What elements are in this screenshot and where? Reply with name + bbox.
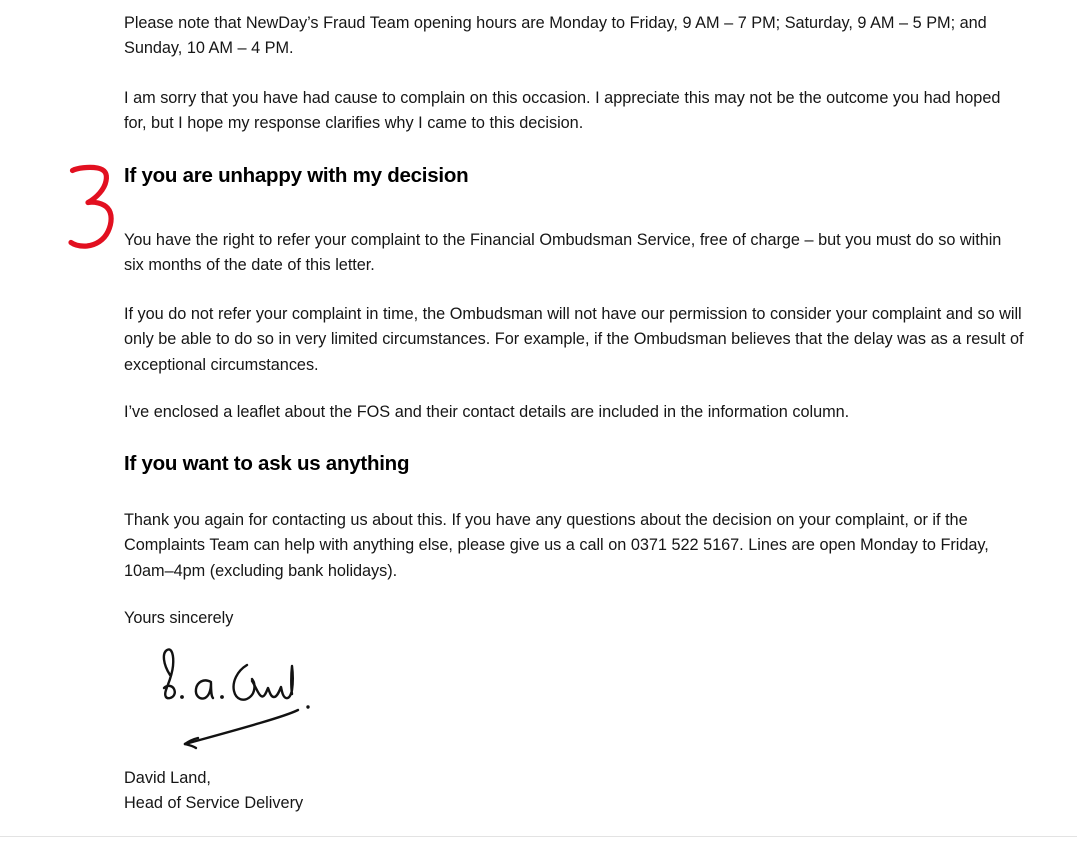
paragraph-contact-us: Thank you again for contacting us about this. If you have any questions about the decision on your complaint, or if the Complaints Team can help with anything else, please give us a call on 0371 522 5167. Lines are open Monday to Friday, 10am–4pm (excluding bank holidays). <box>124 511 989 580</box>
paragraph-right-to-refer: You have the right to refer your complaint to the Financial Ombudsman Service, free of charge – but you must do so within six months of the date of this letter. <box>124 231 1002 275</box>
paragraph-apology: I am sorry that you have had cause to complain on this occasion. I appreciate this may not be the outcome you had hoped for, but I hope my response clarifies why I came to this decision. <box>124 89 1001 133</box>
page-bottom-divider <box>0 836 1077 837</box>
handwritten-annotation-3 <box>63 160 119 256</box>
annotation-3-icon <box>63 160 119 256</box>
heading-if-you-want-to-ask-us-anything: If you want to ask us anything <box>124 452 410 475</box>
paragraph-time-limit: If you do not refer your complaint in time, the Ombudsman will not have our permission to consider your complaint and so will only be able to do so in very limited circumstances. For example, if the Ombudsman believes that the delay was as a result of exceptional circumstances. <box>124 305 1024 374</box>
paragraph-leaflet: I’ve enclosed a leaflet about the FOS and their contact details are included in the information column. <box>124 403 850 421</box>
paragraph-opening-hours: Please note that NewDay’s Fraud Team opening hours are Monday to Friday, 9 AM – 7 PM; Saturday, 9 AM – 5 PM; and Sunday, 10 AM – 4 PM. <box>124 14 987 58</box>
signature <box>148 640 378 760</box>
signatory-job-title: Head of Service Delivery <box>124 794 304 813</box>
heading-if-you-are-unhappy: If you are unhappy with my decision <box>124 164 469 187</box>
valediction: Yours sincerely <box>124 609 234 627</box>
signatory-name: David Land, <box>124 769 211 787</box>
signature-icon <box>148 640 378 760</box>
signatory-block <box>124 766 1024 817</box>
